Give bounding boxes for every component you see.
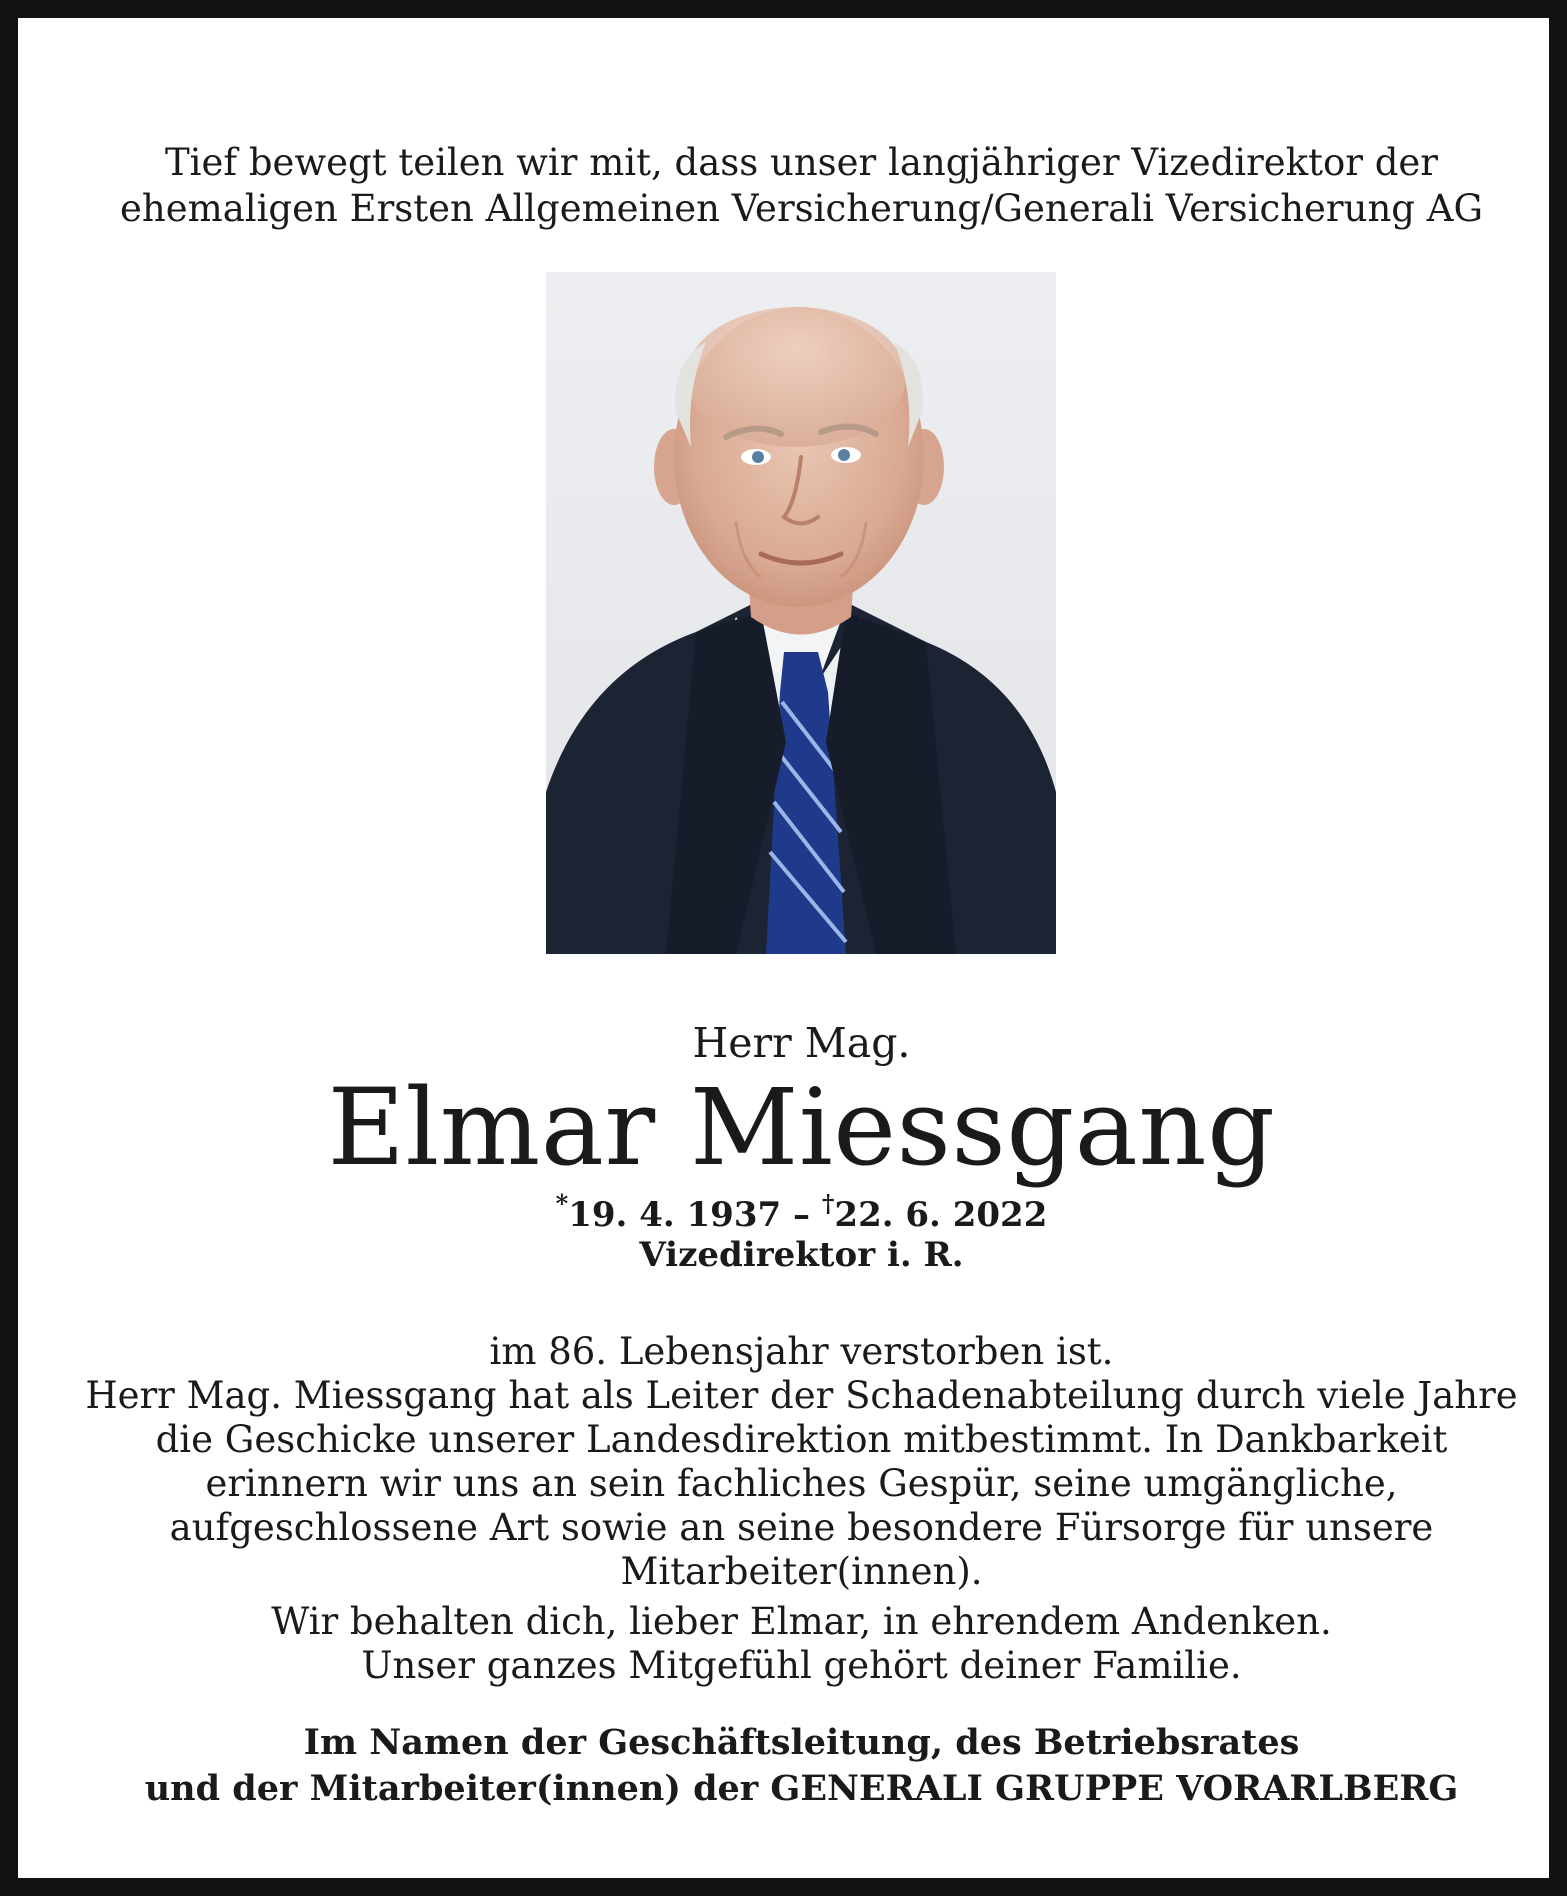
honorific: Herr Mag. xyxy=(692,1019,911,1067)
closing-line: Unser ganzes Mitgefühl gehört deiner Familie. xyxy=(361,1644,1242,1687)
birth-symbol: * xyxy=(555,1189,569,1218)
closing-text xyxy=(18,1600,1567,1688)
body-text xyxy=(18,1330,1567,1594)
deceased-name: Elmar Miessgang xyxy=(327,1066,1276,1189)
signature-block xyxy=(18,1720,1567,1812)
body-line: die Geschicke unserer Landesdirektion mitbestimmt. In Dankbarkeit xyxy=(155,1418,1448,1461)
intro-text xyxy=(18,140,1567,232)
date-dash: – xyxy=(781,1195,822,1235)
portrait-photo xyxy=(546,272,1056,954)
death-symbol: † xyxy=(821,1189,835,1218)
body-line: Herr Mag. Miessgang hat als Leiter der Schadenabteilung durch viele Jahre xyxy=(85,1374,1518,1417)
signature-line: und der Mitarbeiter(innen) der GENERALI GRUPPE VORARLBERG xyxy=(144,1768,1459,1809)
body-line: Mitarbeiter(innen). xyxy=(620,1550,983,1593)
body-line: im 86. Lebensjahr verstorben ist. xyxy=(489,1330,1114,1373)
life-dates xyxy=(18,1189,1567,1235)
signature-line: Im Namen der Geschäftsleitung, des Betriebsrates xyxy=(303,1722,1300,1763)
intro-line: ehemaligen Ersten Allgemeinen Versicherung/Generali Versicherung AG xyxy=(119,187,1484,230)
body-line: erinnern wir uns an sein fachliches Gespür, seine umgängliche, xyxy=(205,1462,1398,1505)
death-date: 22. 6. 2022 xyxy=(834,1195,1048,1235)
intro-line: Tief bewegt teilen wir mit, dass unser langjähriger Vizedirektor der xyxy=(165,141,1438,184)
role-title: Vizedirektor i. R. xyxy=(639,1235,964,1275)
portrait-image xyxy=(546,272,1056,954)
body-line: aufgeschlossene Art sowie an seine besondere Fürsorge für unsere xyxy=(169,1506,1434,1549)
closing-line: Wir behalten dich, lieber Elmar, in ehrendem Andenken. xyxy=(271,1600,1332,1643)
birth-date: 19. 4. 1937 xyxy=(568,1195,782,1235)
